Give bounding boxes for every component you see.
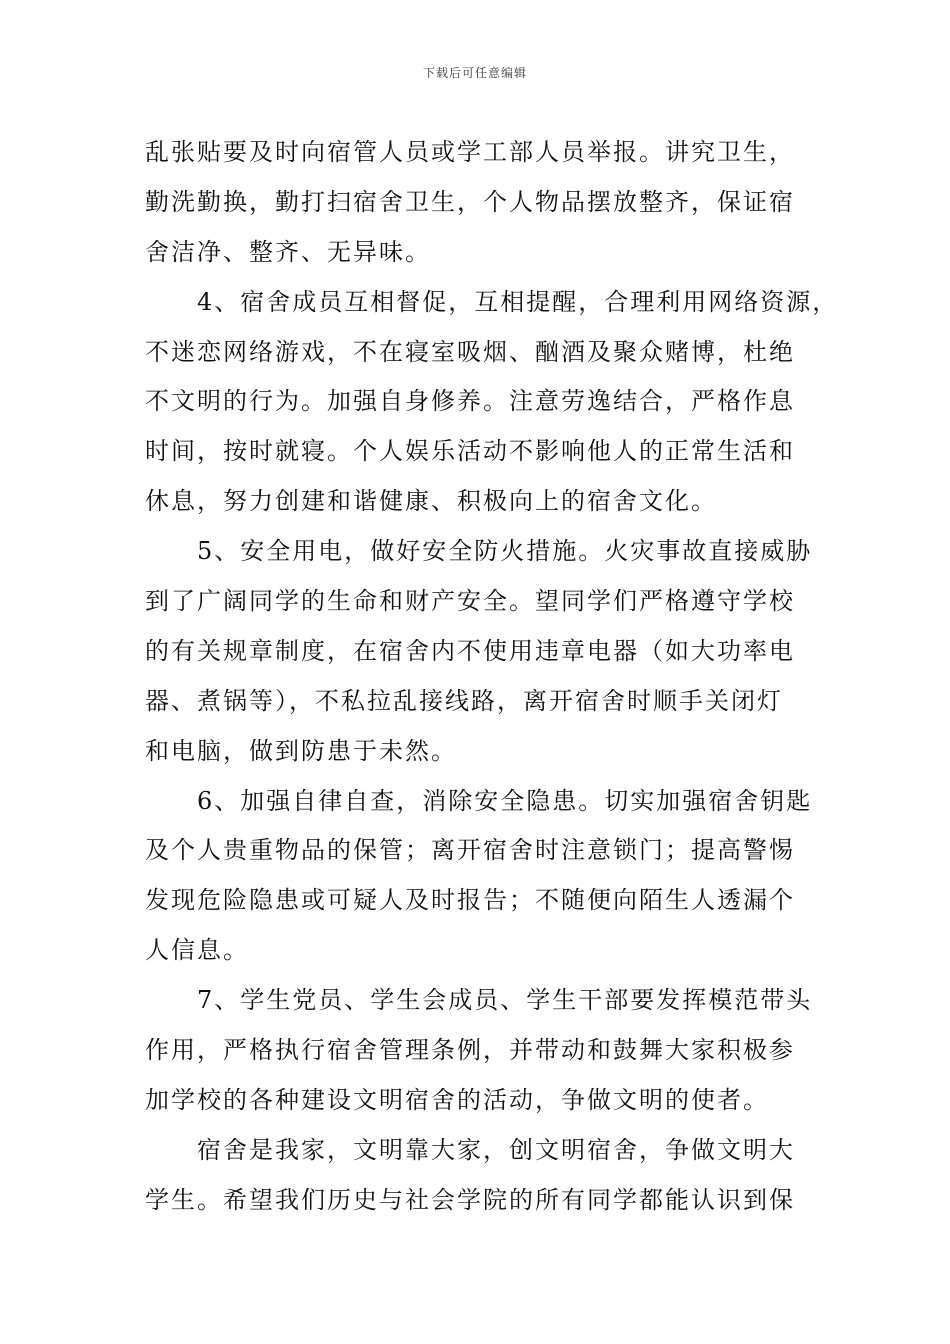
paragraph-first-line: 宿舍是我家，文明靠大家，创文明宿舍，争做文明大 <box>197 1135 795 1164</box>
text-line: 作用，严格执行宿舍管理条例，并带动和鼓舞大家积极参 <box>145 1036 795 1065</box>
text-line: 及个人贵重物品的保管；离开宿舍时注意锁门；提高警惕 <box>145 836 795 865</box>
text-line: 和电脑，做到防患于未然。 <box>145 736 457 765</box>
text-line: 加学校的各种建设文明宿舍的活动，争做文明的使者。 <box>145 1085 769 1114</box>
text-line: 不文明的行为。加强自身修养。注意劳逸结合，严格作息 <box>145 387 795 416</box>
paragraph-first-line: 6、加强自律自查，消除安全隐患。切实加强宿舍钥匙 <box>197 786 813 815</box>
text-line: 学生。希望我们历史与社会学院的所有同学都能认识到保 <box>145 1185 795 1214</box>
paragraph-first-line: 4、宿舍成员互相督促，互相提醒，合理利用网络资源， <box>197 287 839 316</box>
text-line: 的有关规章制度，在宿舍内不使用违章电器（如大功率电 <box>145 636 795 665</box>
paragraph-first-line: 5、安全用电，做好安全防火措施。火灾事故直接威胁 <box>197 537 813 566</box>
document-body <box>145 128 839 1226</box>
text-line: 器、煮锅等），不私拉乱接线路，离开宿舍时顺手关闭灯 <box>145 686 783 715</box>
paragraph-first-line: 7、学生党员、学生会成员、学生干部要发挥模范带头 <box>197 986 813 1015</box>
text-line: 乱张贴要及时向宿管人员或学工部人员举报。讲究卫生， <box>145 138 795 166</box>
text-line: 到了广阔同学的生命和财产安全。望同学们严格遵守学校 <box>145 587 795 616</box>
text-line: 不迷恋网络游戏，不在寝室吸烟、酗酒及聚众赌博，杜绝 <box>145 337 795 366</box>
text-line: 勤洗勤换，勤打扫宿舍卫生，个人物品摆放整齐，保证宿 <box>145 187 795 216</box>
page-header: 下载后可任意编辑 <box>422 66 527 80</box>
text-line: 人信息。 <box>145 936 249 965</box>
text-line: 时间，按时就寝。个人娱乐活动不影响他人的正常生活和 <box>145 437 795 466</box>
text-line: 发现危险隐患或可疑人及时报告；不随便向陌生人透漏个 <box>145 886 795 915</box>
text-line: 休息，努力创建和谐健康、积极向上的宿舍文化。 <box>145 487 717 516</box>
text-line: 舍洁净、整齐、无异味。 <box>145 237 431 266</box>
